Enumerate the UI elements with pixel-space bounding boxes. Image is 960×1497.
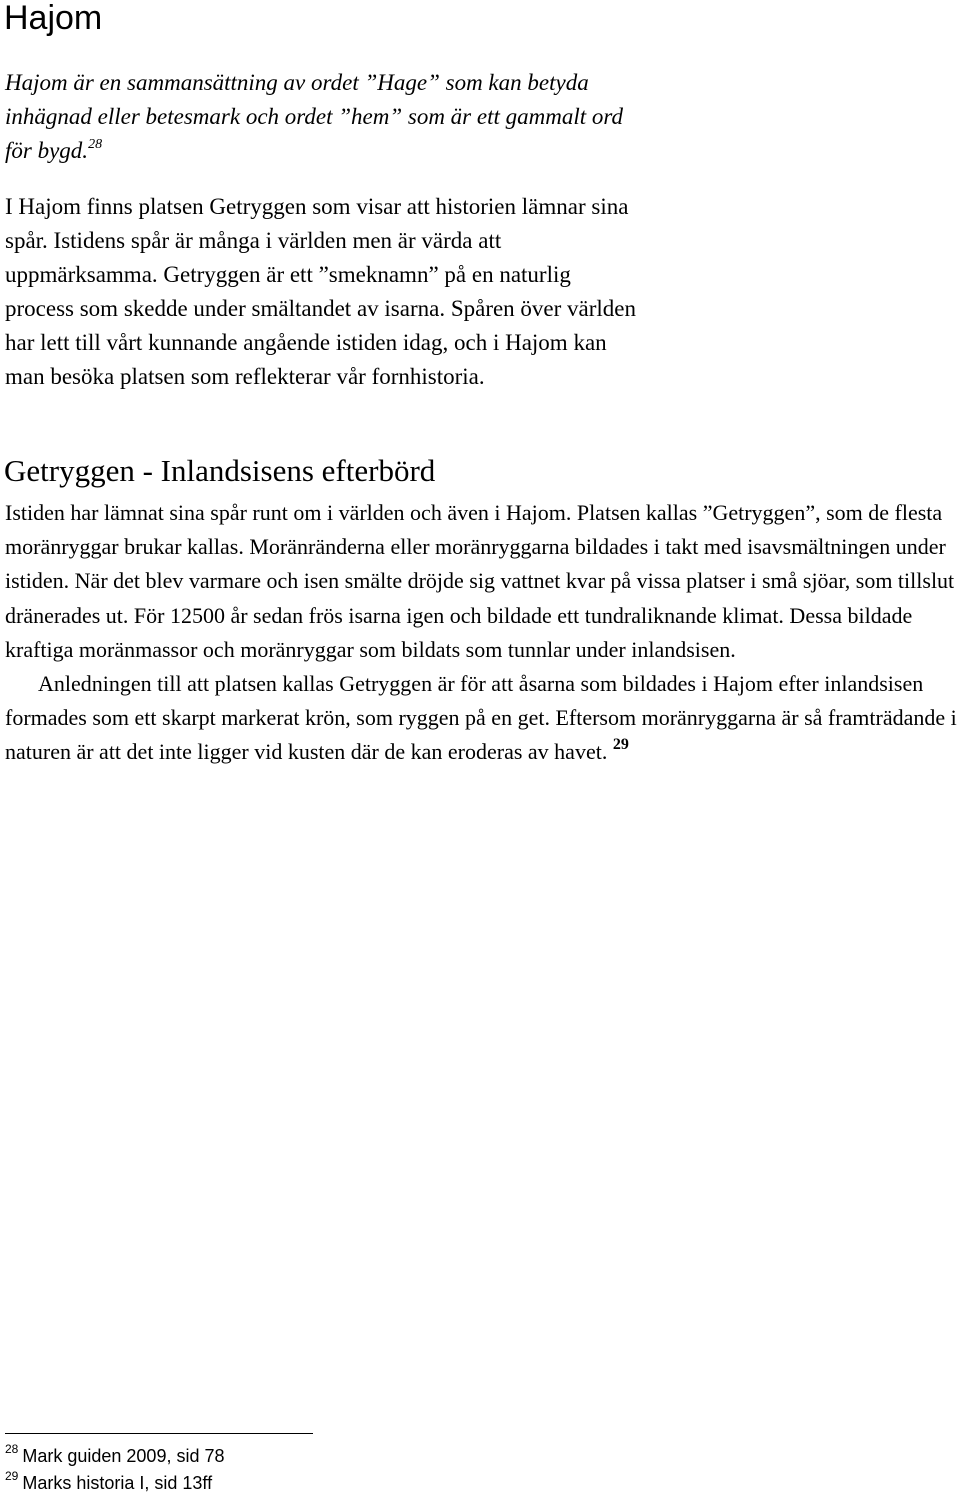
footnote-number: 29 (5, 1469, 19, 1483)
section-body (5, 496, 960, 770)
section-paragraph-1: Istiden har lämnat sina spår runt om i världen och även i Hajom. Platsen kallas ”Getryggen”, som de flesta moränryggar brukar kallas. Moränränderna eller moränryggarna bildades i takt med isavsmältningen under istiden. När det blev varmare och isen smälte dröjde sig vattnet kvar på vissa platser i små sjöar, som tillslut dränerades ut. För 12500 år sedan frös isarna igen och bildade ett tundraliknande klimat. Dessa bildade kraftiga moränmassor och moränryggar som bildats som tunnlar under inlandsisen. (5, 500, 955, 662)
footnote-separator (5, 1433, 313, 1434)
footnote-text: Mark guiden 2009, sid 78 (22, 1446, 225, 1466)
footnote (5, 1470, 225, 1497)
section-heading: Getryggen - Inlandsisens efterbörd (4, 453, 436, 488)
section-footnote-ref: 29 (612, 736, 629, 754)
footnote-text: Marks historia I, sid 13ff (22, 1473, 213, 1493)
paragraph-getryggen-intro: I Hajom finns platsen Getryggen som visar att historien lämnar sina spår. Istidens spår är många i världen men är värda att uppmärksamma. Getryggen är ett ”smeknamn” på en naturlig process som skedde under smältandet av isarna. Spåren över världen har lett till vårt kunnande angående istiden idag, och i Hajom kan man besöka platsen som reflekterar vår fornhistoria. (5, 194, 637, 389)
footnotes (5, 1443, 225, 1497)
intro-footnote-ref: 28 (88, 137, 103, 152)
section-paragraph-2 (5, 667, 960, 770)
intro-paragraph (5, 66, 645, 168)
intro-text: Hajom är en sammansättning av ordet ”Hage” som kan betyda inhägnad eller betesmark och ordet ”hem” som är ett gammalt ord för bygd. (5, 70, 623, 163)
footnote (5, 1443, 225, 1470)
page-title: Hajom (4, 0, 103, 37)
footnote-number: 28 (5, 1442, 19, 1456)
section-paragraph-2-text: Anledningen till att platsen kallas Getryggen är för att åsarna som bildades i Hajom efter inlandsisen formades som ett skarpt markerat krön, som ryggen på en get. Eftersom moränryggarna är så framträdande i naturen är att det inte ligger vid kusten där de kan eroderas av havet. (5, 671, 957, 765)
